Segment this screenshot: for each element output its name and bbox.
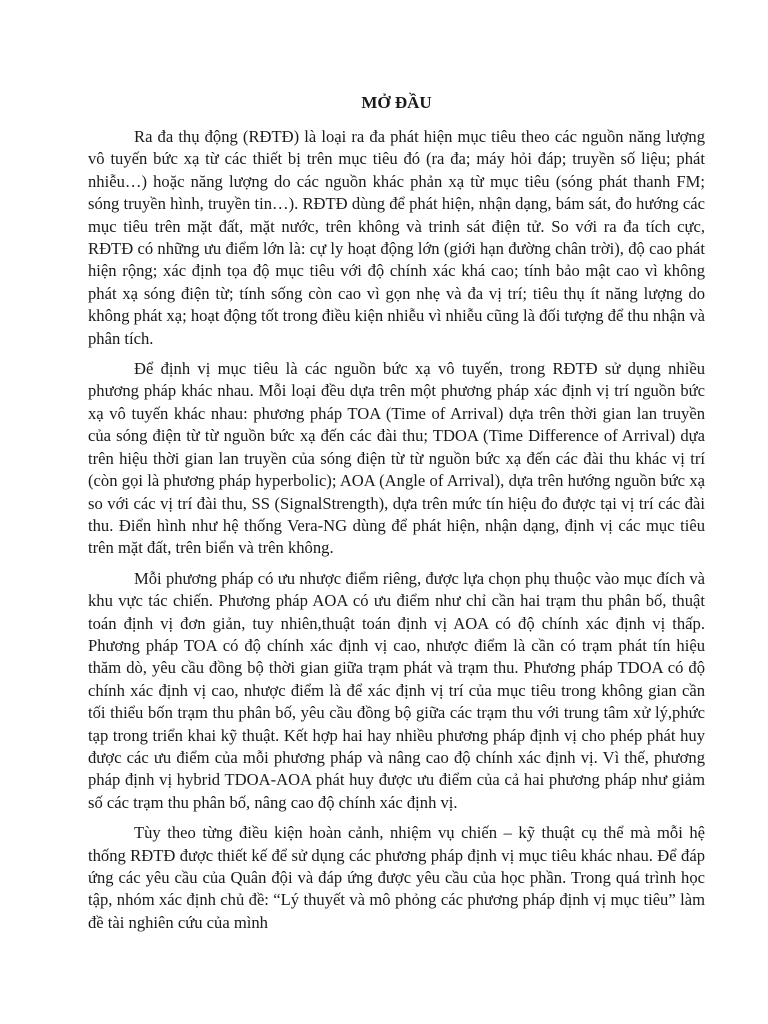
paragraph-comparison: Mỗi phương pháp có ưu nhược điểm riêng, được lựa chọn phụ thuộc vào mục đích và khu vực tác chiến. Phương pháp AOA có ưu điểm như chỉ cần hai trạm thu phân bố, thuật toán định vị đơn giản, tuy nhiên,thuật toán định vị AOA có độ chính xác định vị thấp. Phương pháp TOA có độ chính xác định vị cao, nhược điểm là cần có trạm phát tín hiệu thăm dò, yêu cầu đồng bộ thời gian giữa trạm phát và trạm thu. Phương pháp TDOA có độ chính xác định vị cao, nhược điểm là để xác định vị trí của mục tiêu trong không gian cần tối thiểu bốn trạm thu phân bố, yêu cầu đồng bộ giữa các trạm thu với trung tâm xử lý,phức tạp trong triển khai kỹ thuật. Kết hợp hai hay nhiều phương pháp định vị cho phép phát huy được các ưu điểm của mỗi phương pháp và nâng cao độ chính xác định vị. Vì thế, phương pháp định vị hybrid TDOA-AOA phát huy được ưu điểm của cả hai phương pháp như giảm số các trạm thu phân bố, nâng cao độ chính xác định vị. (88, 568, 705, 812)
paragraph-topic: Tùy theo từng điều kiện hoàn cảnh, nhiệm vụ chiến – kỹ thuật cụ thể mà mỗi hệ thống RĐTĐ được thiết kế để sử dụng các phương pháp định vị mục tiêu khác nhau. Để đáp ứng các yêu cầu của Quân đội và đáp ứng được yêu cầu của học phần. Trong quá trình học tập, nhóm xác định chủ đề: “Lý thuyết và mô phỏng các phương pháp định vị mục tiêu” làm đề tài nghiên cứu của mình (88, 823, 705, 932)
document-page (88, 92, 705, 942)
page-title: MỞ ĐẦU (361, 93, 432, 112)
paragraph-intro: Ra đa thụ động (RĐTĐ) là loại ra đa phát hiện mục tiêu theo các nguồn năng lượng vô tuyến bức xạ từ các thiết bị trên mục tiêu đó (ra đa; máy hỏi đáp; truyền số liệu; phát nhiễu…) hoặc năng lượng do các nguồn khác phản xạ từ mục tiêu (sóng phát thanh FM; sóng truyền hình, truyền tin…). RĐTĐ dùng để phát hiện, nhận dạng, bám sát, đo hướng các mục tiêu trên mặt đất, mặt nước, trên không và trinh sát điện tử. So với ra đa tích cực, RĐTĐ có những ưu điểm lớn là: cự ly hoạt động lớn (giới hạn đường chân trời), độ cao phát hiện rộng; xác định tọa độ mục tiêu với độ chính xác khá cao; tính bảo mật cao vì không phát xạ sóng điện từ; tính sống còn cao vì gọn nhẹ và đa vị trí; tiêu thụ ít năng lượng do không phát xạ; hoạt động tốt trong điều kiện nhiễu vì nhiễu cũng là đối tượng để thu nhận và phân tích. (88, 127, 705, 348)
paragraph-methods: Để định vị mục tiêu là các nguồn bức xạ vô tuyến, trong RĐTĐ sử dụng nhiều phương pháp khác nhau. Mỗi loại đều dựa trên một phương pháp xác định vị trí nguồn bức xạ vô tuyến khác nhau: phương pháp TOA (Time of Arrival) dựa trên thời gian lan truyền của sóng điện từ từ nguồn bức xạ đến các đài thu; TDOA (Time Difference of Arrival) dựa trên hiệu thời gian lan truyền của sóng điện từ từ nguồn bức xạ đến các đài thu khác vị trí (còn gọi là phương pháp hyperbolic); AOA (Angle of Arrival), dựa trên hướng nguồn bức xạ so với các vị trí đài thu, SS (SignalStrength), dựa trên mức tín hiệu đo được tại vị trí các đài thu. Điển hình như hệ thống Vera-NG dùng để phát hiện, nhận dạng, định vị các mục tiêu trên mặt đất, trên biển và trên không. (88, 359, 705, 558)
